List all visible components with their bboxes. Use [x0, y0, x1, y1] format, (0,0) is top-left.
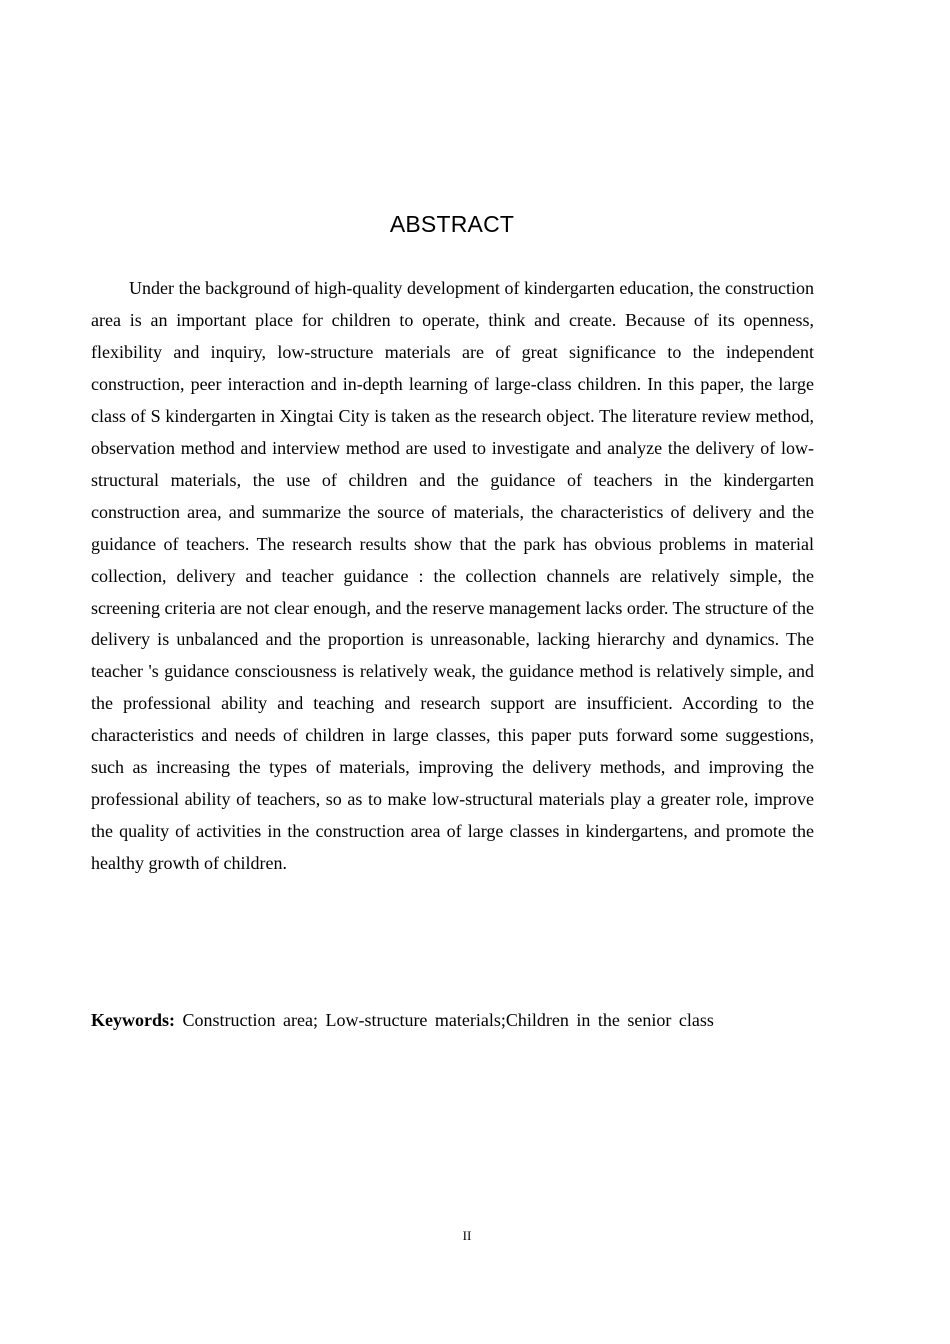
keywords-text: Construction area; Low-structure materials;Children in the senior class: [182, 1010, 714, 1030]
keywords-line: [91, 1004, 814, 1036]
page-number: II: [462, 1228, 472, 1243]
abstract-body: Under the background of high-quality development of kindergarten education, the construction area is an important place for children to operate, think and create. Because of its openness, flexibility and inquiry, low-structure materials are of great significance to the independent construction, peer interaction and in-depth learning of large-class children. In this paper, the large class of S kindergarten in Xingtai City is taken as the research object. The literature review method, observation method and interview method are used to investigate and analyze the delivery of low-structural materials, the use of children and the guidance of teachers in the kindergarten construction area, and summarize the source of materials, the characteristics of delivery and the guidance of teachers. The research results show that the park has obvious problems in material collection, delivery and teacher guidance : the collection channels are relatively simple, the screening criteria are not clear enough, and the reserve management lacks order. The structure of the delivery is unbalanced and the proportion is unreasonable, lacking hierarchy and dynamics. The teacher 's guidance consciousness is relatively weak, the guidance method is relatively simple, and the professional ability and teaching and research support are insufficient. According to the characteristics and needs of children in large classes, this paper puts forward some suggestions, such as increasing the types of materials, improving the delivery methods, and improving the professional ability of teachers, so as to make low-structural materials play a greater role, improve the quality of activities in the construction area of large classes in kindergartens, and promote the healthy growth of children.: [91, 278, 814, 874]
keywords-label: Keywords:: [91, 1010, 175, 1030]
abstract-title: ABSTRACT: [389, 211, 515, 237]
